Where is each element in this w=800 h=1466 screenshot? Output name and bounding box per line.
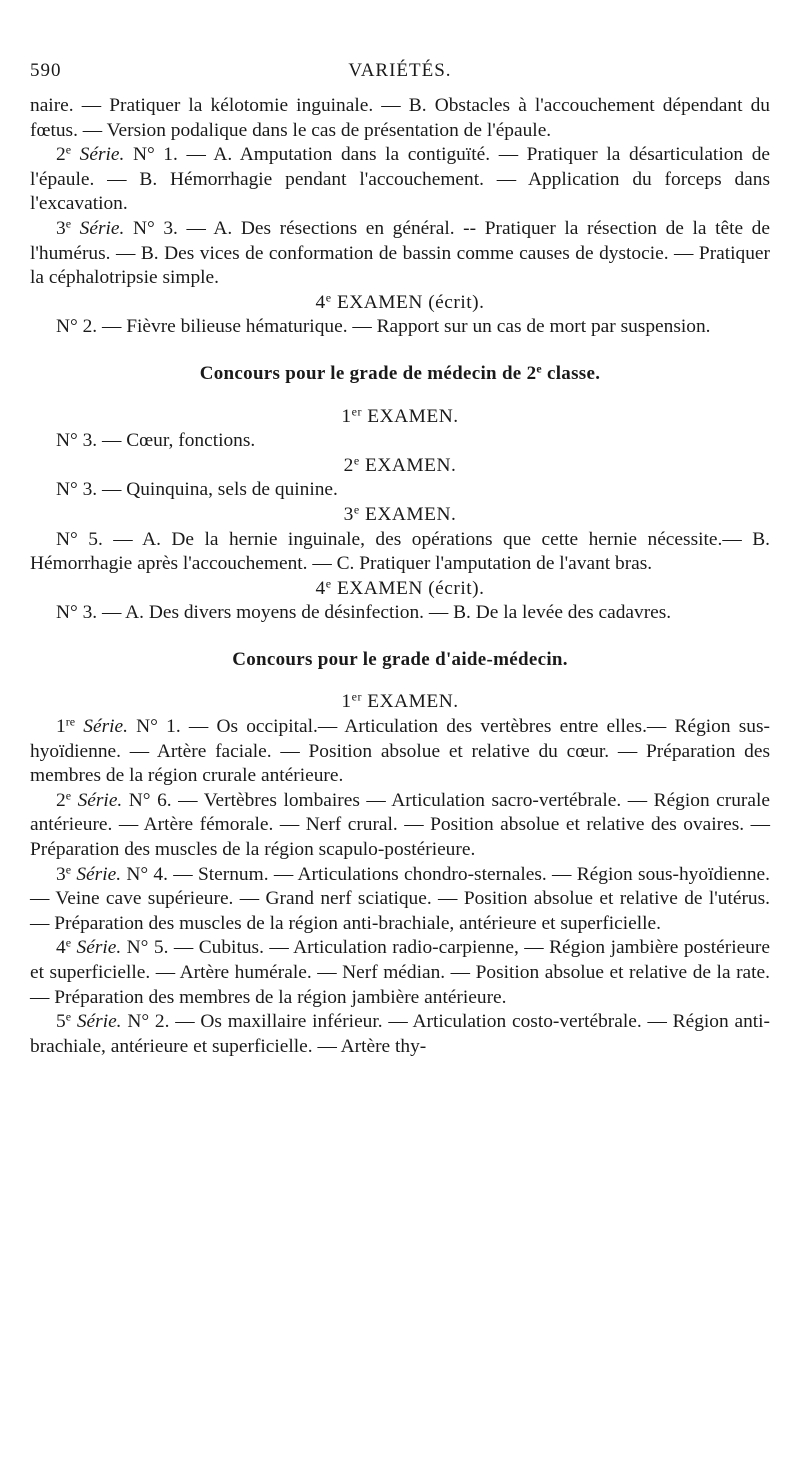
italic-text: Série. — [79, 144, 125, 166]
text-run: EXAMEN (écrit). — [331, 577, 485, 599]
exam-heading — [30, 503, 770, 528]
running-title: VARIÉTÉS. — [348, 60, 452, 81]
body-paragraph — [30, 429, 770, 454]
text-run: N° 4. — Sternum. — Articulations chondro-sternales. — Région sous-hyoïdienne. — Veine cave supérieure. — Grand nerf sciatique. — Position absolue et relative de l'utérus. — Préparation des muscles de la région anti-brachiale, antérieure et superficielle. — [30, 863, 770, 934]
text-run: N° 2. — Os maxillaire inférieur. — Articulation costo-vertébrale. — Région anti-brachiale, antérieure et superficielle. — Artère thy- — [30, 1011, 770, 1057]
text-run: 2 — [343, 454, 354, 476]
text-run: N° 3. — Quinquina, sels de quinine. — [56, 479, 338, 501]
exam-heading — [30, 405, 770, 430]
text-run: N° 3. — A. Des résections en général. -- Pratiquer la résection de la tête de l'humérus. — B. Des vices de conformation de bassin comme causes de dystocie. — Pratiquer la céphalotripsie simple. — [30, 217, 770, 289]
section-heading — [30, 362, 770, 387]
text-run: 2 — [56, 789, 66, 811]
body-paragraph — [30, 478, 770, 503]
text-run: N° 3. — Cœur, fonctions. — [56, 430, 256, 452]
page-body — [30, 94, 770, 1059]
exam-heading — [30, 577, 770, 602]
text-run: EXAMEN. — [359, 503, 457, 525]
exam-heading — [30, 690, 770, 715]
body-paragraph — [30, 217, 770, 291]
superscript: e — [65, 1009, 72, 1024]
text-run: EXAMEN. — [361, 691, 459, 713]
superscript: e — [65, 935, 72, 950]
text-run: 4 — [315, 291, 326, 313]
body-paragraph — [30, 715, 770, 789]
text-run: 4 — [315, 577, 326, 599]
body-paragraph — [30, 789, 770, 863]
text-run: naire. — Pratiquer la kélotomie inguinale. — B. Obstacles à l'accouchement dépendant du fœtus. — Version podalique dans le cas de présentation de l'épaule. — [30, 95, 770, 141]
superscript: e — [65, 862, 72, 877]
text-run: 4 — [56, 937, 66, 959]
text-run: N° 1. — Os occipital.— Articulation des vertèbres entre elles.— Région sus-hyoïdienne. — Artère faciale. — Position absolue et relative du cœur. — Préparation des membres de la région crurale antérieure. — [30, 716, 770, 787]
text-run: EXAMEN. — [359, 454, 457, 476]
page-number: 590 — [30, 60, 62, 81]
body-paragraph — [30, 143, 770, 217]
text-run: 1 — [341, 405, 352, 427]
superscript: e — [536, 362, 542, 376]
italic-text: Série. — [77, 789, 123, 811]
body-paragraph — [30, 528, 770, 577]
italic-text: Série. — [76, 937, 122, 959]
italic-text: Série. — [76, 1011, 122, 1033]
body-paragraph — [30, 936, 770, 1010]
text-run — [71, 218, 80, 239]
exam-heading — [30, 454, 770, 479]
text-run: N° 3. — A. Des divers moyens de désinfection. — B. De la levée des cadavres. — [56, 602, 672, 624]
text-run: EXAMEN. — [361, 405, 459, 427]
page-header — [30, 60, 770, 84]
body-paragraph — [30, 863, 770, 937]
section-heading — [30, 648, 770, 673]
text-run — [71, 144, 80, 165]
text-run: N° 1. — A. Amputation dans la contiguïté. — Pratiquer la désarticulation de l'épaule. — B. Hémorrhagie pendant l'accouchement. — Application du forceps dans l'excavation. — [30, 144, 770, 215]
text-run: 1 — [341, 691, 352, 713]
superscript: e — [65, 788, 72, 803]
text-run: 5 — [56, 1011, 66, 1033]
text-run: Concours pour le grade d'aide-médecin. — [232, 648, 568, 670]
text-run: N° 6. — Vertèbres lombaires — Articulation sacro-vertébrale. — Région crurale antérieure. — Artère fémorale. — Nerf crural. — Position absolue et relative des ovaires. — Préparation des muscles de la région scapulo-postérieure. — [30, 789, 770, 861]
text-run: 3 — [56, 863, 66, 885]
superscript: e — [353, 502, 360, 517]
body-paragraph — [30, 315, 770, 340]
body-paragraph — [30, 94, 770, 143]
superscript: e — [353, 453, 360, 468]
superscript: e — [325, 290, 332, 305]
text-run: 3 — [343, 503, 354, 525]
text-run: 2 — [56, 144, 66, 166]
superscript: e — [65, 216, 72, 231]
body-paragraph — [30, 601, 770, 626]
italic-text: Série. — [83, 716, 128, 738]
text-run: N° 5. — A. De la hernie inguinale, des opérations que cette hernie nécessite.— B. Hémorrhagie après l'accouchement. — C. Pratiquer l'amputation de l'avant bras. — [30, 528, 770, 575]
text-run: Concours pour le grade de médecin de 2 — [199, 362, 537, 384]
superscript: e — [325, 576, 332, 591]
body-paragraph — [30, 1010, 770, 1059]
text-run: 1 — [56, 716, 66, 738]
text-run: classe. — [541, 362, 601, 384]
text-run: N° 5. — Cubitus. — Articulation radio-carpienne, — Région jambière postérieure et superficielle. — Artère humérale. — Nerf médian. — Position absolue et relative de la rate. — Préparation des membres de la région jambière antérieure. — [30, 937, 770, 1008]
superscript: er — [351, 403, 362, 418]
text-run: N° 2. — Fièvre bilieuse hématurique. — Rapport sur un cas de mort par suspension. — [56, 316, 711, 338]
text-run: EXAMEN (écrit). — [331, 291, 485, 313]
superscript: e — [65, 142, 72, 157]
text-run: 3 — [56, 217, 66, 239]
italic-text: Série. — [76, 863, 122, 885]
superscript: re — [65, 714, 76, 729]
exam-heading — [30, 291, 770, 316]
superscript: er — [351, 689, 362, 704]
italic-text: Série. — [79, 217, 125, 239]
